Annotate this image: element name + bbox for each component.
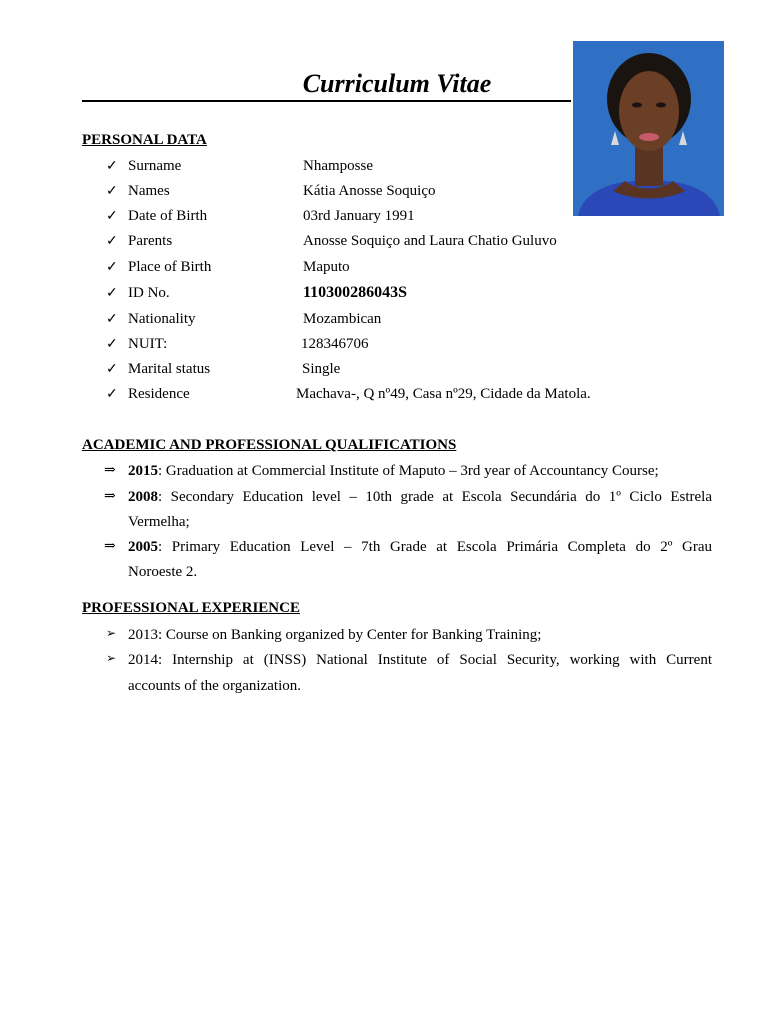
check-icon: ✓ xyxy=(106,337,118,352)
field-value-marital-status: Single xyxy=(302,361,341,377)
field-label-parents: Parents xyxy=(128,233,173,249)
profile-photo xyxy=(573,41,724,216)
field-value-names: Kátia Anosse Soquiço xyxy=(303,183,436,199)
check-icon: ✓ xyxy=(106,209,118,224)
field-label-marital-status: Marital status xyxy=(128,361,211,377)
field-label-surname: Surname xyxy=(128,158,182,174)
field-value-date-of-birth: 03rd January 1991 xyxy=(303,208,415,224)
arrowhead-icon: ➢ xyxy=(106,651,117,665)
list-item xyxy=(128,487,712,507)
field-label-names: Names xyxy=(128,183,170,199)
academic-description-continued: Vermelha; xyxy=(128,514,190,530)
personal-data-heading: PERSONAL DATA xyxy=(82,132,207,148)
check-icon: ✓ xyxy=(106,184,118,199)
title-underline xyxy=(82,100,571,102)
list-item: 2013: Course on Banking organized by Center for Banking Training; xyxy=(128,627,542,643)
field-value-surname: Nhamposse xyxy=(303,158,373,174)
check-icon: ✓ xyxy=(106,312,118,327)
field-value-parents: Anosse Soquiço and Laura Chatio Guluvo xyxy=(303,233,557,249)
check-icon: ✓ xyxy=(106,159,118,174)
academic-description-continued: Noroeste 2. xyxy=(128,564,198,580)
field-label-date-of-birth: Date of Birth xyxy=(128,208,208,224)
field-label-nationality: Nationality xyxy=(128,311,196,327)
check-icon: ✓ xyxy=(106,260,118,275)
check-icon: ✓ xyxy=(106,286,118,301)
field-label-place-of-birth: Place of Birth xyxy=(128,259,212,275)
check-icon: ✓ xyxy=(106,362,118,377)
page-title: Curriculum Vitae xyxy=(302,69,492,98)
field-value-nationality: Mozambican xyxy=(303,311,382,327)
list-item: 2014: Internship at (INSS) National Institute of Social Security, working with Current xyxy=(128,652,712,668)
double-arrow-icon: ⇒ xyxy=(104,489,116,504)
academic-description: : Secondary Education level – 10th grade at Escola Secundária do 1º Ciclo Estrela xyxy=(158,489,712,505)
list-item xyxy=(128,461,659,481)
field-value-residence: Machava-, Q nº49, Casa nº29, Cidade da Matola. xyxy=(296,386,591,402)
double-arrow-icon: ⇒ xyxy=(104,463,116,478)
list-item-continued: accounts of the organization. xyxy=(128,678,301,694)
academic-description: : Primary Education Level – 7th Grade at Escola Primária Completa do 2º Grau xyxy=(158,539,712,555)
academic-description: : Graduation at Commercial Institute of Maputo – 3rd year of Accountancy Course; xyxy=(158,463,659,479)
check-icon: ✓ xyxy=(106,234,118,249)
field-value-place-of-birth: Maputo xyxy=(303,259,350,275)
field-label-id-no: ID No. xyxy=(128,285,170,301)
field-value-nuit: 128346706 xyxy=(301,336,369,352)
field-value-id-no: 110300286043S xyxy=(303,284,408,301)
list-item xyxy=(128,537,712,557)
experience-heading: PROFESSIONAL EXPERIENCE xyxy=(82,600,300,616)
academic-heading: ACADEMIC AND PROFESSIONAL QUALIFICATIONS xyxy=(82,437,457,453)
academic-year: 2005 xyxy=(128,539,158,555)
academic-year: 2015 xyxy=(128,463,158,479)
academic-year: 2008 xyxy=(128,489,158,505)
double-arrow-icon: ⇒ xyxy=(104,539,116,554)
check-icon: ✓ xyxy=(106,387,118,402)
field-label-nuit: NUIT: xyxy=(128,336,168,352)
field-label-residence: Residence xyxy=(128,386,190,402)
arrowhead-icon: ➢ xyxy=(106,626,117,640)
